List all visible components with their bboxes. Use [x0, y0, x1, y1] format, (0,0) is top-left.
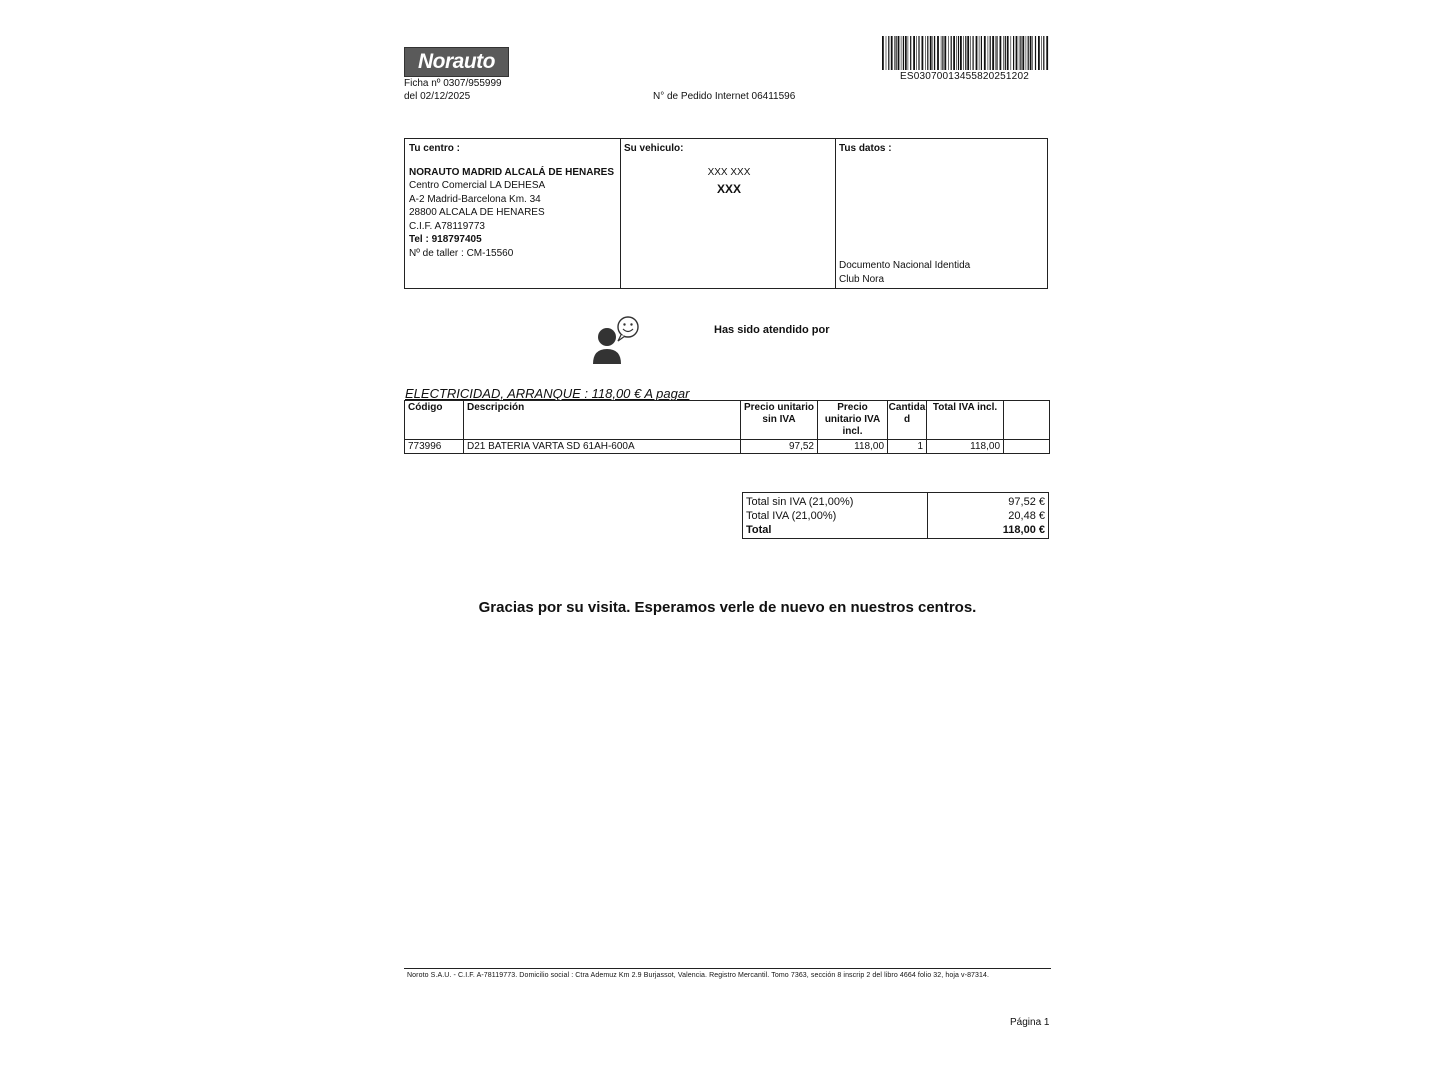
datos-section — [839, 142, 1045, 286]
footer-divider — [404, 968, 1051, 969]
header-total: Total IVA incl. — [927, 401, 1004, 440]
section-title: ELECTRICIDAD, ARRANQUE : 118,00 € A pagar — [405, 386, 690, 401]
datos-document: Documento Nacional Identida — [839, 260, 971, 271]
centro-section — [409, 142, 619, 260]
centro-line: A-2 Madrid-Barcelona Km. 34 — [409, 193, 541, 205]
header-cantidad: Cantidad — [888, 401, 927, 440]
datos-heading: Tus datos : — [839, 143, 892, 154]
datos-club: Club Nora — [839, 274, 885, 285]
total-sin-iva-value: 97,52 € — [928, 493, 1049, 510]
centro-line: C.I.F. A78119773 — [409, 220, 485, 232]
header-precio-sin-iva: Precio unitario sin IVA — [741, 401, 818, 440]
advisor-avatar-icon — [588, 314, 642, 366]
total-value: 118,00 € — [928, 523, 1049, 539]
centro-name: NORAUTO MADRID ALCALÁ DE HENARES — [409, 166, 614, 178]
invoice-date: del 02/12/2025 — [404, 91, 471, 102]
attended-by-label: Has sido atendido por — [714, 324, 830, 336]
order-number: N° de Pedido Internet 06411596 — [653, 91, 796, 102]
vehiculo-heading: Su vehiculo: — [624, 143, 684, 154]
header-codigo: Código — [405, 401, 464, 440]
cell-precio-iva: 118,00 — [818, 440, 888, 454]
total-label: Total — [746, 524, 772, 536]
centro-line: Centro Comercial LA DEHESA — [409, 180, 546, 191]
legal-footer: Noroto S.A.U. - C.I.F. A-78119773. Domicilio social : Ctra Ademuz Km 2.9 Burjassot, Valencia. Registro Mercantil. Tomo 7363, sección 8 inscrip 2 del libro 4664 folio 32, hoja v-87314. — [407, 972, 990, 979]
norauto-logo: Norauto — [404, 47, 509, 77]
totals-table — [742, 492, 1049, 539]
centro-phone: Tel : 918797405 — [409, 234, 482, 245]
vehicle-plate: XXX XXX — [707, 166, 751, 178]
barcode-image — [880, 36, 1050, 70]
totals-row — [743, 493, 1049, 510]
barcode-number: ES03070013455820251202 — [900, 71, 1029, 82]
centro-line: 28800 ALCALA DE HENARES — [409, 207, 545, 218]
centro-heading: Tu centro : — [409, 143, 460, 154]
info-box — [404, 138, 1048, 289]
total-iva-label: Total IVA (21,00%) — [746, 510, 837, 522]
vehiculo-section — [624, 142, 834, 197]
totals-row — [743, 523, 1049, 539]
items-table — [404, 400, 1050, 454]
cell-descripcion: D21 BATERIA VARTA SD 61AH-600A — [464, 440, 741, 454]
cell-blank — [1004, 440, 1050, 454]
cell-precio-sin-iva: 97,52 — [741, 440, 818, 454]
vehicle-model: XXX — [716, 182, 741, 196]
total-iva-value: 20,48 € — [928, 509, 1049, 523]
cell-codigo: 773996 — [405, 440, 464, 454]
table-header-row — [405, 401, 1050, 440]
header-blank — [1004, 401, 1050, 440]
header-descripcion: Descripción — [464, 401, 741, 440]
ficha-number: Ficha nº 0307/955999 — [404, 78, 502, 89]
cell-total: 118,00 — [927, 440, 1004, 454]
total-sin-iva-label: Total sin IVA (21,00%) — [746, 496, 854, 508]
totals-row — [743, 509, 1049, 523]
table-row — [405, 440, 1050, 454]
thank-you-message: Gracias por su visita. Esperamos verle de nuevo en nuestros centros. — [478, 599, 977, 616]
cell-cantidad: 1 — [888, 440, 927, 454]
header-precio-iva: Precio unitario IVA incl. — [818, 401, 888, 440]
centro-taller: Nº de taller : CM-15560 — [409, 247, 514, 259]
page-number: Página 1 — [1010, 1017, 1050, 1028]
